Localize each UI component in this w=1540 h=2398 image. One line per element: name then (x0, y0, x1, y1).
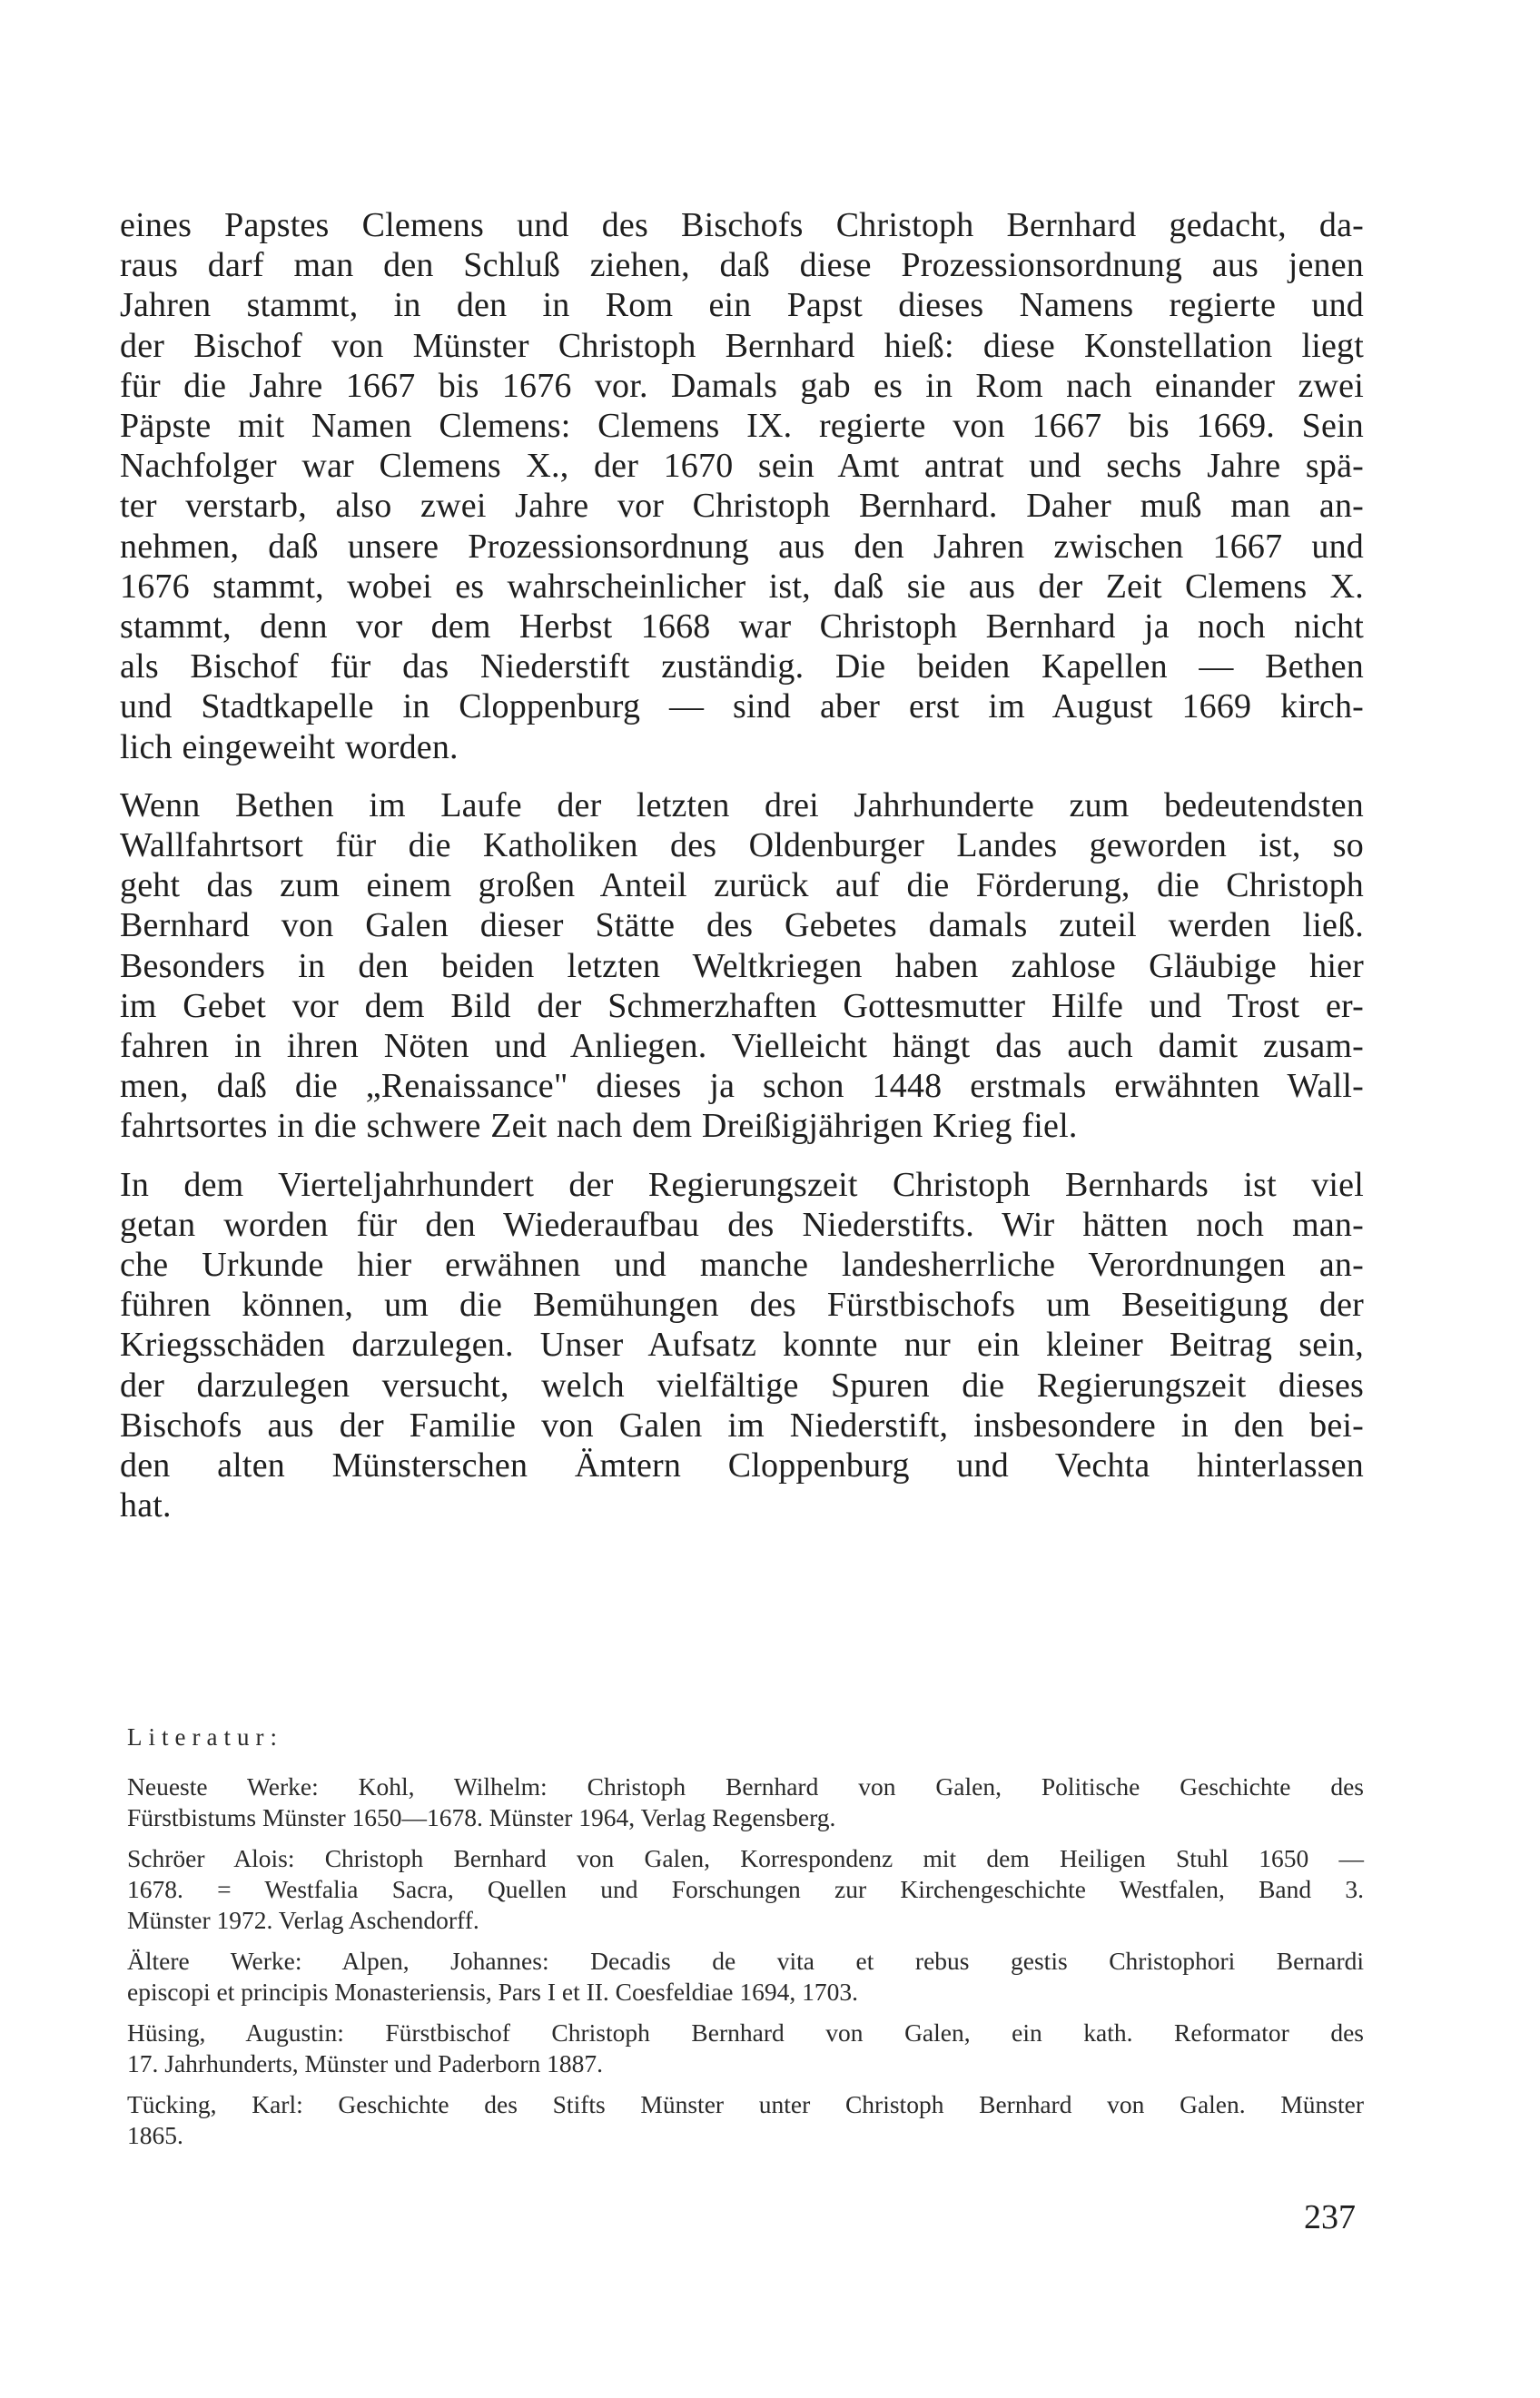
text-line: Ältere Werke: Alpen, Johannes: Decadis de vita et rebus gestis Christophori Bernardi (127, 1947, 1364, 1975)
text-line: Münster 1972. Verlag Aschendorff. (127, 1906, 479, 1934)
literature-entry (127, 1771, 1364, 1833)
main-text (120, 205, 1364, 1544)
literature-entry (127, 1946, 1364, 2008)
text-line: den alten Münsterschen Ämtern Cloppenburg und Vechta hinterlassen (120, 1446, 1364, 1485)
text-line: der Bischof von Münster Christoph Bernhard hieß: diese Konstellation liegt (120, 326, 1364, 365)
text-line: 1678. = Westfalia Sacra, Quellen und Forschungen zur Kirchengeschichte Westfalen, Band 3. (127, 1875, 1364, 1903)
text-line: eines Papstes Clemens und des Bischofs Christoph Bernhard gedacht, da- (120, 206, 1364, 244)
text-line: 17. Jahrhunderts, Münster und Paderborn 1887. (127, 2049, 603, 2077)
paragraph (120, 785, 1364, 1147)
text-line: ter verstarb, also zwei Jahre vor Christoph Bernhard. Daher muß man an- (120, 487, 1364, 526)
literature-heading: Literatur: (127, 1723, 283, 1751)
text-line: Päpste mit Namen Clemens: Clemens IX. regierte von 1667 bis 1669. Sein (120, 407, 1364, 446)
literature-entry (127, 2018, 1364, 2079)
paragraph (120, 205, 1364, 767)
text-line: fahrtsortes in die schwere Zeit nach dem Dreißigjährigen Krieg fiel. (120, 1107, 1078, 1146)
page-number: 237 (1304, 2198, 1356, 2236)
text-line: Neueste Werke: Kohl, Wilhelm: Christoph Bernhard von Galen, Politische Geschichte des (127, 1772, 1364, 1801)
text-line: lich eingeweiht worden. (120, 727, 459, 766)
text-line: Bischofs aus der Familie von Galen im Niederstift, insbesondere in den bei- (120, 1406, 1364, 1445)
text-line: Besonders in den beiden letzten Weltkriegen haben zahlose Gläubige hier (120, 946, 1364, 985)
text-line: Schröer Alois: Christoph Bernhard von Galen, Korrespondenz mit dem Heiligen Stuhl 1650 — (127, 1844, 1364, 1872)
text-line: episcopi et principis Monasteriensis, Pars I et II. Coesfeldiae 1694, 1703. (127, 1978, 858, 2006)
text-line: und Stadtkapelle in Cloppenburg — sind aber erst im August 1669 kirch- (120, 687, 1364, 726)
text-line: Nachfolger war Clemens X., der 1670 sein Amt antrat und sechs Jahre spä- (120, 447, 1364, 486)
text-line: 1865. (127, 2121, 183, 2149)
text-line: als Bischof für das Niederstift zuständig. Die beiden Kapellen — Bethen (120, 647, 1364, 686)
text-line: Fürstbistums Münster 1650—1678. Münster 1964, Verlag Regensberg. (127, 1803, 836, 1831)
text-line: Tücking, Karl: Geschichte des Stifts Münster unter Christoph Bernhard von Galen. Münster (127, 2090, 1364, 2118)
text-line: raus darf man den Schluß ziehen, daß diese Prozessionsordnung aus jenen (120, 246, 1364, 285)
text-line: Kriegsschäden darzulegen. Unser Aufsatz konnte nur ein kleiner Beitrag sein, (120, 1326, 1364, 1365)
text-line: Jahren stammt, in den in Rom ein Papst dieses Namens regierte und (120, 286, 1364, 325)
text-line: nehmen, daß unsere Prozessionsordnung aus den Jahren zwischen 1667 und (120, 527, 1364, 566)
text-line: getan worden für den Wiederaufbau des Niederstifts. Wir hätten noch man- (120, 1205, 1364, 1244)
text-line: fahren in ihren Nöten und Anliegen. Vielleicht hängt das auch damit zusam- (120, 1027, 1364, 1066)
text-line: Wallfahrtsort für die Katholiken des Oldenburger Landes geworden ist, so (120, 826, 1364, 865)
text-line: geht das zum einem großen Anteil zurück auf die Förderung, die Christoph (120, 866, 1364, 905)
text-line: für die Jahre 1667 bis 1676 vor. Damals gab es in Rom nach einander zwei (120, 366, 1364, 405)
literature-section (127, 1723, 1364, 2161)
text-line: hat. (120, 1486, 172, 1525)
paragraph (120, 1165, 1364, 1526)
text-line: Bernhard von Galen dieser Stätte des Gebetes damals zuteil werden ließ. (120, 906, 1364, 945)
text-line: men, daß die „Renaissance" dieses ja schon 1448 erstmals erwähnten Wall- (120, 1067, 1364, 1106)
text-line: der darzulegen versucht, welch vielfältige Spuren die Regierungszeit dieses (120, 1366, 1364, 1405)
literature-entry (127, 1843, 1364, 1936)
text-line: führen können, um die Bemühungen des Fürstbischofs um Beseitigung der (120, 1286, 1364, 1325)
text-line: Hüsing, Augustin: Fürstbischof Christoph Bernhard von Galen, ein kath. Reformator des (127, 2018, 1364, 2047)
text-line: che Urkunde hier erwähnen und manche landesherrliche Verordnungen an- (120, 1246, 1364, 1285)
text-line: 1676 stammt, wobei es wahrscheinlicher ist, daß sie aus der Zeit Clemens X. (120, 567, 1364, 606)
text-line: stammt, denn vor dem Herbst 1668 war Christoph Bernhard ja noch nicht (120, 607, 1364, 646)
text-line: Wenn Bethen im Laufe der letzten drei Jahrhunderte zum bedeutendsten (120, 785, 1364, 824)
text-line: In dem Vierteljahrhundert der Regierungszeit Christoph Bernhards ist viel (120, 1165, 1364, 1204)
text-line: im Gebet vor dem Bild der Schmerzhaften Gottesmutter Hilfe und Trost er- (120, 986, 1364, 1025)
literature-entry (127, 2089, 1364, 2151)
